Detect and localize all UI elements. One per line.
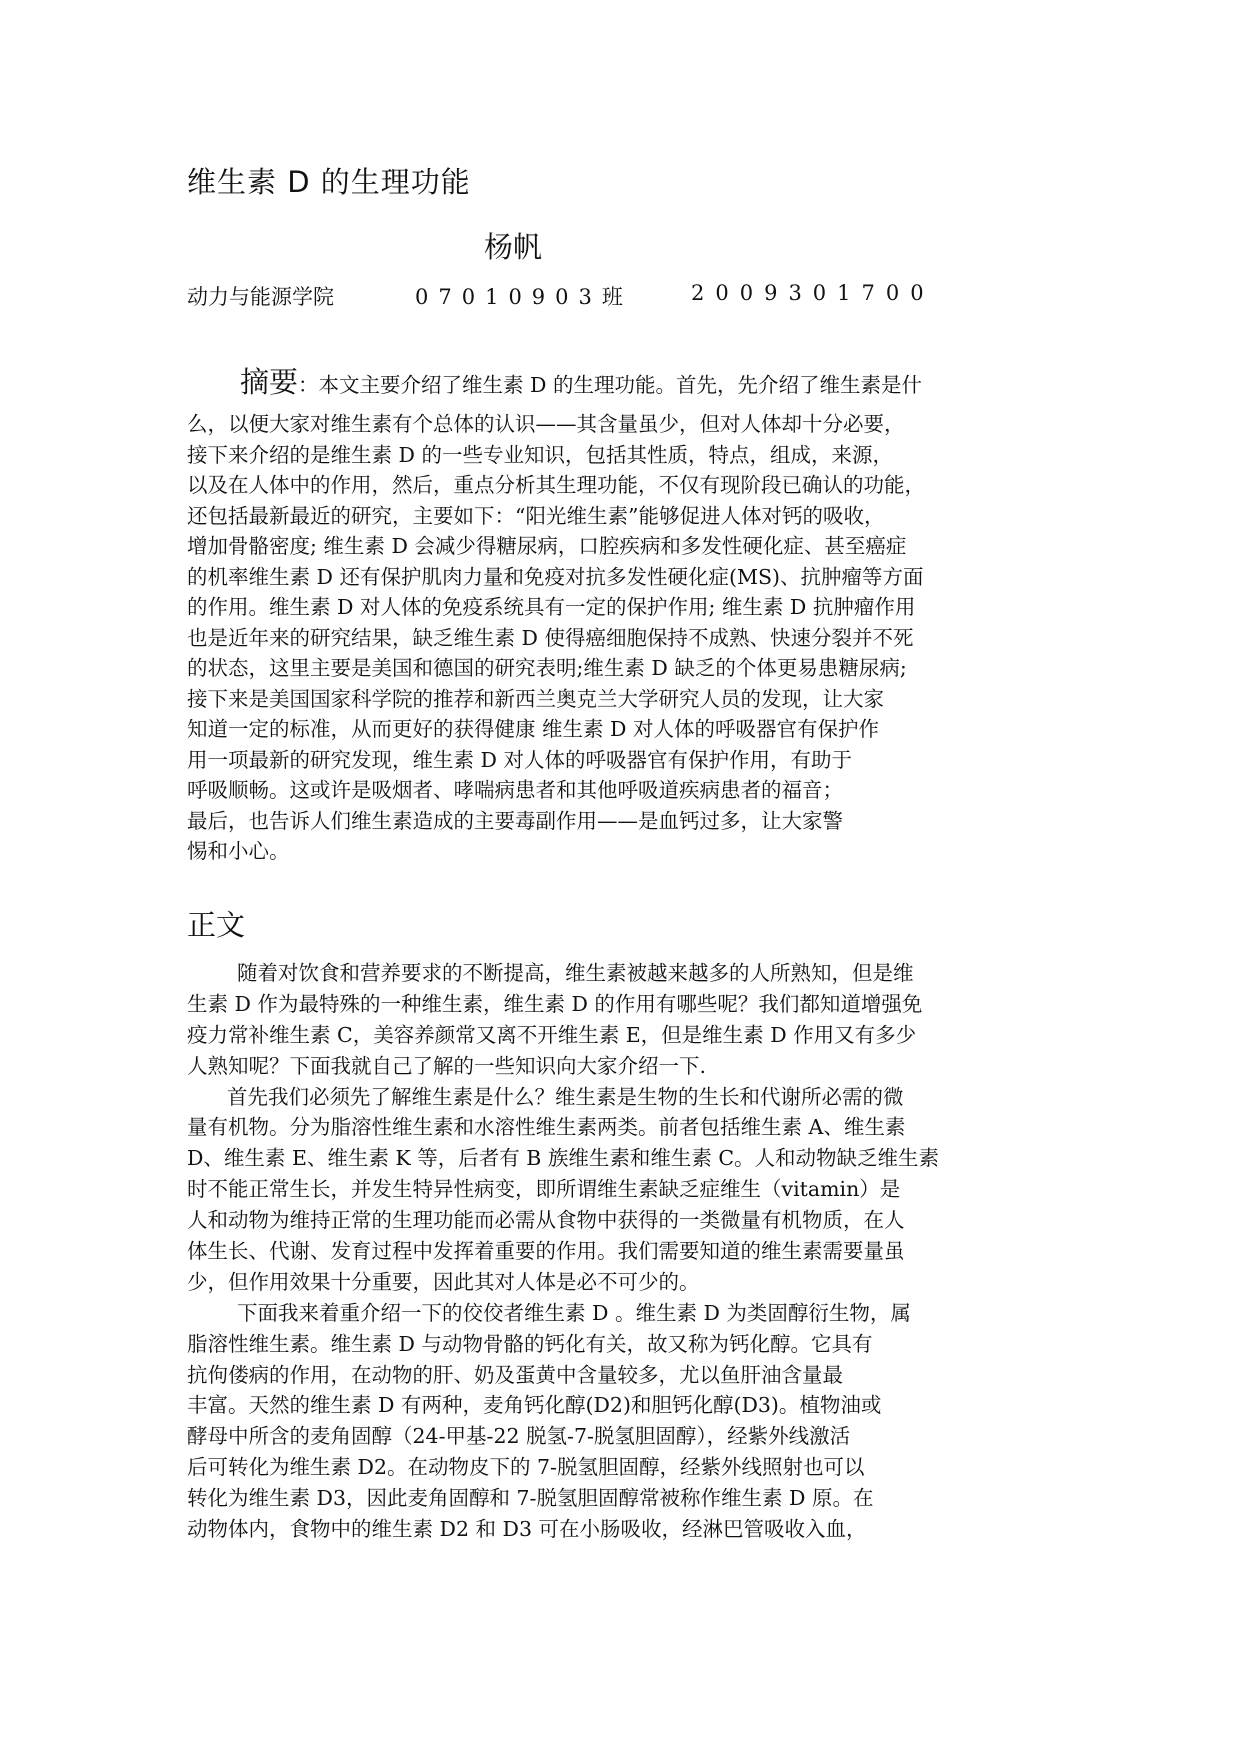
body-line: 少，但作用效果十分重要，因此其对人体是必不可少的。 [187,1269,700,1294]
document-title: 维生素 D 的生理功能 [187,165,471,199]
body-line: 酵母中所含的麦角固醇（24-甲基-22 脱氢-7-脱氢胆固醇），经紫外线激活 [187,1424,851,1449]
body-line: 人和动物为维持正常的生理功能而必需从食物中获得的一类微量有机物质，在人 [187,1208,905,1233]
abstract-colon: ： [298,373,319,397]
body-line: 生素 D 作为最特殊的一种维生素，维生素 D 的作用有哪些呢？我们都知道增强免 [187,991,923,1016]
body-line: 人熟知呢？下面我就自己了解的一些知识向大家介绍一下. [187,1053,707,1078]
body-line: 随着对饮食和营养要求的不断提高，维生素被越来越多的人所熟知，但是维 [237,961,914,985]
abstract-line: 还包括最新最近的研究，主要如下：“阳光维生素”能够促进人体对钙的吸收， [187,503,885,528]
abstract-line: 接下来介绍的是维生素 D 的一些专业知识，包括其性质，特点，组成，来源， [187,442,893,467]
abstract-line: 呼吸顺畅。这或许是吸烟者、哮喘病患者和其他呼吸道疾病患者的福音； [187,778,843,802]
abstract-line: 么，以便大家对维生素有个总体的认识——其含量虽少，但对人体却十分必要， [187,412,905,436]
abstract-line: 的状态，这里主要是美国和德国的研究表明;维生素 D 缺乏的个体更易患糖尿病; [187,656,907,680]
body-line: 动物体内，食物中的维生素 D2 和 D3 可在小肠吸收，经淋巴管吸收入血， [187,1517,867,1542]
abstract-label: 摘要 [240,365,299,399]
body-line: 疫力常补维生素 C，美容养颜常又离不开维生素 E，但是维生素 D 作用又有多少 [187,1022,917,1047]
body-line: 量有机物。分为脂溶性维生素和水溶性维生素两类。前者包括维生素 A、维生素 [187,1115,906,1140]
abstract-line: 最后，也告诉人们维生素造成的主要毒副作用——是血钙过多，让大家警 [187,808,843,833]
author-name: 杨帆 [484,230,543,264]
student-id: 2009301700 [691,281,935,305]
abstract-line: 的作用。维生素 D 对人体的免疫系统具有一定的保护作用; 维生素 D 抗肿瘤作用 [187,595,916,619]
body-text [187,958,939,1545]
body-line: 时不能正常生长，并发生特异性病变，即所谓维生素缺乏症维生（vitamin）是 [187,1177,901,1202]
abstract-line: 惕和小心。 [187,839,290,863]
abstract-line: 的机率维生素 D 还有保护肌肉力量和免疫对抗多发性硬化症(MS)、抗肿瘤等方面 [187,564,924,589]
body-line: 首先我们必须先了解维生素是什么？维生素是生物的生长和代谢所必需的微 [227,1084,904,1109]
abstract-line: 用一项最新的研究发现，维生素 D 对人体的呼吸器官有保护作用，有助于 [187,747,852,772]
body-line: 丰富。天然的维生素 D 有两种，麦角钙化醇(D2)和胆钙化醇(D3)。植物油或 [187,1393,882,1418]
body-line: 脂溶性维生素。维生素 D 与动物骨骼的钙化有关，故又称为钙化醇。它具有 [187,1331,873,1356]
school-name: 动力与能源学院 [187,285,334,309]
body-line: 后可转化为维生素 D2。在动物皮下的 7-脱氢胆固醇，经紫外线照射也可以 [187,1455,865,1480]
body-line: 抗佝偻病的作用，在动物的肝、奶及蛋黄中含量较多，尤以鱼肝油含量最 [187,1362,843,1387]
abstract-line: 接下来是美国国家科学院的推荐和新西兰奥克兰大学研究人员的发现，让大家 [187,686,884,711]
body-line: D、维生素 E、维生素 K 等，后者有 B 族维生素和维生素 C。人和动物缺乏维生素 [187,1146,940,1171]
abstract-line: 也是近年来的研究结果，缺乏维生素 D 使得癌细胞保持不成熟、快速分裂并不死 [187,625,914,650]
abstract-line: 知道一定的标准，从而更好的获得健康 维生素 D 对人体的呼吸器官有保护作 [187,717,879,741]
body-line: 体生长、代谢、发育过程中发挥着重要的作用。我们需要知道的维生素需要量虽 [187,1239,905,1264]
abstract-first-line [240,360,922,401]
abstract-text-start: 本文主要介绍了维生素 D 的生理功能。首先，先介绍了维生素是什 [318,373,922,397]
abstract-line: 增加骨骼密度; 维生素 D 会减少得糖尿病，口腔疾病和多发性硬化症、甚至癌症 [187,534,907,558]
class-number: 07010903班 [415,285,633,309]
body-line: 下面我来着重介绍一下的佼佼者维生素 D 。维生素 D 为类固醇衍生物，属 [237,1300,911,1325]
section-heading-body: 正文 [187,908,246,942]
abstract-paragraph [187,409,925,867]
body-line: 转化为维生素 D3，因此麦角固醇和 7-脱氢胆固醇常被称作维生素 D 原。在 [187,1486,874,1511]
abstract-line: 以及在人体中的作用，然后，重点分析其生理功能，不仅有现阶段已确认的功能， [187,473,925,497]
